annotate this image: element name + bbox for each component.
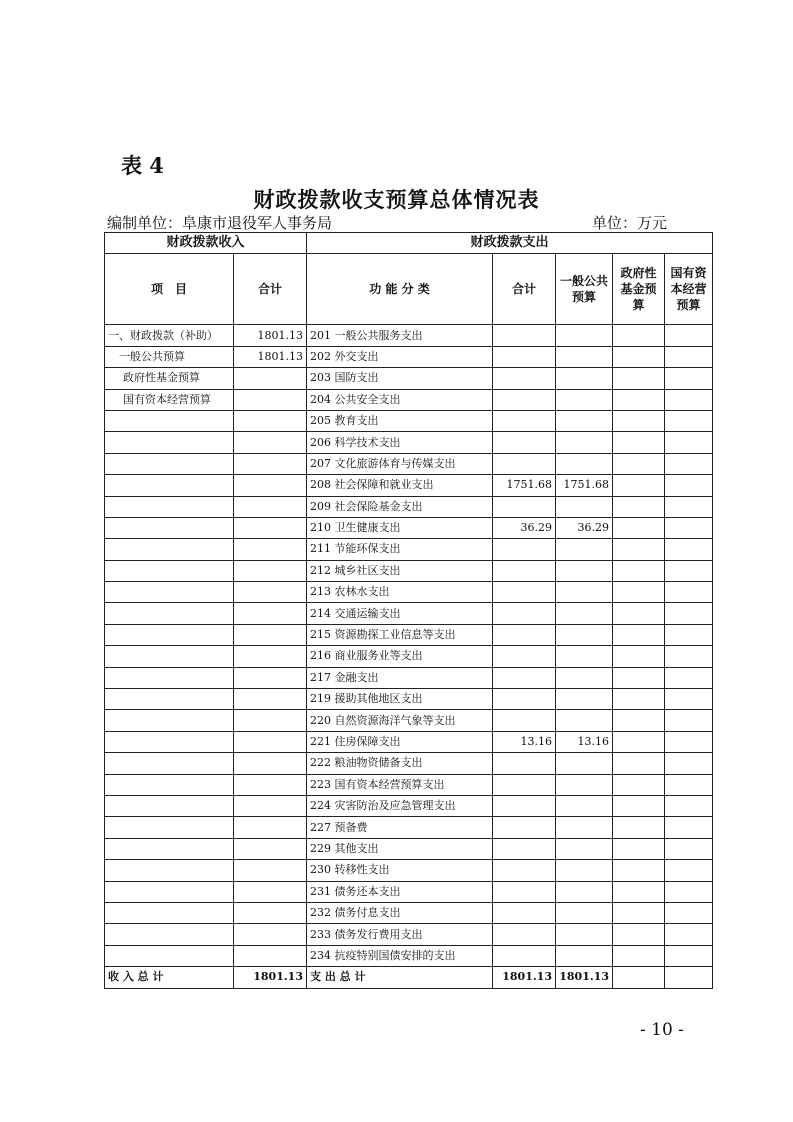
income-total-cell [234, 368, 307, 389]
state-capital-cell [665, 539, 713, 560]
expense-group-header: 财政拨款支出 [307, 233, 713, 254]
table-row [105, 560, 713, 581]
state-capital-cell [665, 860, 713, 881]
general-budget-cell: 13.16 [556, 731, 613, 752]
page-number: - 10 - [640, 1020, 684, 1040]
income-total-cell [234, 774, 307, 795]
table-row [105, 924, 713, 945]
fund-budget-cell [613, 881, 665, 902]
income-total-cell [234, 560, 307, 581]
function-cell: 206 科学技术支出 [307, 432, 493, 453]
general-budget-grand-total: 1801.13 [556, 967, 613, 988]
general-budget-cell [556, 410, 613, 431]
income-total-cell [234, 475, 307, 496]
item-cell [105, 410, 234, 431]
fund-budget-cell [613, 517, 665, 538]
expense-total-cell [493, 368, 556, 389]
fund-budget-cell [613, 731, 665, 752]
expense-total-cell [493, 410, 556, 431]
state-capital-cell [665, 432, 713, 453]
income-total-label: 收 入 总 计 [105, 967, 234, 988]
income-total-cell [234, 838, 307, 859]
function-cell: 210 卫生健康支出 [307, 517, 493, 538]
general-budget-cell [556, 753, 613, 774]
item-cell [105, 774, 234, 795]
item-cell [105, 517, 234, 538]
table-row [105, 710, 713, 731]
fund-budget-cell [613, 368, 665, 389]
expense-total-cell [493, 389, 556, 410]
function-cell: 220 自然资源海洋气象等支出 [307, 710, 493, 731]
fund-budget-cell [613, 560, 665, 581]
state-capital-cell [665, 881, 713, 902]
function-cell: 215 资源勘探工业信息等支出 [307, 624, 493, 645]
expense-total-cell: 36.29 [493, 517, 556, 538]
function-cell: 214 交通运输支出 [307, 603, 493, 624]
income-total-cell [234, 453, 307, 474]
general-budget-cell [556, 603, 613, 624]
expense-total-cell [493, 582, 556, 603]
expense-total-cell: 13.16 [493, 731, 556, 752]
general-budget-cell [556, 902, 613, 923]
expense-total-cell [493, 560, 556, 581]
income-total-cell [234, 817, 307, 838]
table-row [105, 667, 713, 688]
table-row [105, 368, 713, 389]
income-total-cell [234, 945, 307, 966]
fund-budget-cell [613, 795, 665, 816]
income-total-cell: 1801.13 [234, 325, 307, 346]
fund-budget-cell [613, 817, 665, 838]
table-row [105, 410, 713, 431]
state-capital-cell [665, 838, 713, 859]
item-cell [105, 624, 234, 645]
general-budget-cell [556, 817, 613, 838]
expense-total-cell [493, 624, 556, 645]
table-row [105, 432, 713, 453]
state-capital-cell [665, 646, 713, 667]
item-cell: 一、财政拨款（补助） [105, 325, 234, 346]
general-budget-cell [556, 496, 613, 517]
expense-total-cell [493, 902, 556, 923]
table-row [105, 624, 713, 645]
income-total-cell [234, 646, 307, 667]
function-cell: 233 债务发行费用支出 [307, 924, 493, 945]
income-total-cell [234, 902, 307, 923]
income-total-cell [234, 517, 307, 538]
general-budget-cell [556, 689, 613, 710]
general-budget-cell [556, 860, 613, 881]
table-row [105, 539, 713, 560]
income-group-header: 财政拨款收入 [105, 233, 307, 254]
fund-budget-cell [613, 539, 665, 560]
income-total-cell [234, 667, 307, 688]
general-budget-cell [556, 667, 613, 688]
general-budget-cell [556, 924, 613, 945]
table-row [105, 582, 713, 603]
state-capital-cell [665, 774, 713, 795]
function-cell: 231 债务还本支出 [307, 881, 493, 902]
fund-budget-cell [613, 432, 665, 453]
expense-total-cell [493, 817, 556, 838]
item-cell [105, 860, 234, 881]
income-total-cell [234, 389, 307, 410]
state-capital-cell [665, 475, 713, 496]
table-label: 表 4 [121, 153, 164, 178]
income-total-cell [234, 582, 307, 603]
expense-total-cell [493, 774, 556, 795]
general-budget-cell [556, 346, 613, 367]
income-total-cell [234, 860, 307, 881]
function-cell: 201 一般公共服务支出 [307, 325, 493, 346]
state-capital-cell [665, 689, 713, 710]
expense-total-cell [493, 924, 556, 945]
item-cell [105, 753, 234, 774]
currency-unit: 单位：万元 [592, 214, 668, 232]
state-capital-cell [665, 924, 713, 945]
state-capital-cell [665, 795, 713, 816]
function-cell: 213 农林水支出 [307, 582, 493, 603]
item-cell [105, 432, 234, 453]
expense-total-cell [493, 432, 556, 453]
state-capital-cell [665, 496, 713, 517]
fund-budget-cell [613, 710, 665, 731]
table-row [105, 496, 713, 517]
state-capital-cell [665, 817, 713, 838]
table-row [105, 774, 713, 795]
income-total-cell [234, 731, 307, 752]
function-cell: 221 住房保障支出 [307, 731, 493, 752]
income-total-cell [234, 603, 307, 624]
state-capital-cell [665, 624, 713, 645]
expense-total-cell [493, 496, 556, 517]
fund-budget-cell [613, 774, 665, 795]
expense-total-label: 支 出 总 计 [307, 967, 493, 988]
state-capital-cell [665, 710, 713, 731]
table-row [105, 731, 713, 752]
expense-total-cell [493, 346, 556, 367]
state-capital-cell [665, 389, 713, 410]
state-capital-cell [665, 517, 713, 538]
expense-total-cell [493, 710, 556, 731]
fund-budget-cell [613, 646, 665, 667]
general-budget-cell [556, 838, 613, 859]
item-cell [105, 646, 234, 667]
item-cell [105, 603, 234, 624]
state-capital-cell [665, 582, 713, 603]
fund-budget-cell [613, 346, 665, 367]
state-capital-cell [665, 325, 713, 346]
income-total-cell [234, 624, 307, 645]
expense-total-cell [493, 667, 556, 688]
item-cell [105, 560, 234, 581]
general-budget-cell [556, 389, 613, 410]
general-budget-cell [556, 539, 613, 560]
general-budget-cell [556, 325, 613, 346]
expense-total-cell [493, 945, 556, 966]
table-row [105, 475, 713, 496]
income-grand-total: 1801.13 [234, 967, 307, 988]
item-cell: 国有资本经营预算 [105, 389, 234, 410]
function-cell: 224 灾害防治及应急管理支出 [307, 795, 493, 816]
general-budget-cell [556, 582, 613, 603]
fund-budget-cell [613, 410, 665, 431]
fund-budget-cell [613, 753, 665, 774]
table-row [105, 689, 713, 710]
expense-total-cell [493, 838, 556, 859]
expense-total-cell [493, 646, 556, 667]
function-cell: 209 社会保险基金支出 [307, 496, 493, 517]
function-cell: 203 国防支出 [307, 368, 493, 389]
item-cell [105, 475, 234, 496]
function-cell: 211 节能环保支出 [307, 539, 493, 560]
totals-row [105, 967, 713, 988]
general-budget-cell [556, 710, 613, 731]
expense-total-cell [493, 689, 556, 710]
function-cell: 208 社会保障和就业支出 [307, 475, 493, 496]
expense-total-cell [493, 881, 556, 902]
item-cell [105, 902, 234, 923]
item-cell [105, 582, 234, 603]
function-cell: 219 援助其他地区支出 [307, 689, 493, 710]
fund-budget-cell [613, 389, 665, 410]
function-cell: 230 转移性支出 [307, 860, 493, 881]
general-budget-cell [556, 368, 613, 389]
general-budget-cell: 1751.68 [556, 475, 613, 496]
expense-total-cell: 1751.68 [493, 475, 556, 496]
function-cell: 204 公共安全支出 [307, 389, 493, 410]
table-row [105, 346, 713, 367]
function-cell: 217 金融支出 [307, 667, 493, 688]
function-cell: 212 城乡社区支出 [307, 560, 493, 581]
expense-total-cell [493, 860, 556, 881]
item-cell [105, 667, 234, 688]
income-total-cell [234, 689, 307, 710]
table-row [105, 603, 713, 624]
income-total-cell [234, 496, 307, 517]
item-cell [105, 496, 234, 517]
income-total-cell [234, 881, 307, 902]
income-total-cell [234, 432, 307, 453]
fund-budget-cell [613, 325, 665, 346]
table-row [105, 860, 713, 881]
function-cell: 202 外交支出 [307, 346, 493, 367]
fund-budget-cell [613, 667, 665, 688]
expense-total-cell [493, 753, 556, 774]
general-budget-cell: 36.29 [556, 517, 613, 538]
state-capital-cell [665, 603, 713, 624]
function-cell: 229 其他支出 [307, 838, 493, 859]
table-row [105, 902, 713, 923]
fund-budget-cell [613, 838, 665, 859]
state-capital-cell [665, 560, 713, 581]
income-total-cell [234, 539, 307, 560]
compiling-unit: 编制单位：阜康市退役军人事务局 [107, 214, 333, 232]
general-budget-cell [556, 881, 613, 902]
item-cell [105, 924, 234, 945]
fund-budget-grand-total [613, 967, 665, 988]
state-capital-cell [665, 410, 713, 431]
function-cell: 223 国有资本经营预算支出 [307, 774, 493, 795]
function-cell: 216 商业服务业等支出 [307, 646, 493, 667]
fund-budget-cell [613, 860, 665, 881]
income-total-cell [234, 753, 307, 774]
col-general-budget-header: 一般公共预算 [556, 254, 613, 325]
col-total-header: 合计 [234, 254, 307, 325]
general-budget-cell [556, 560, 613, 581]
document-title: 财政拨款收支预算总体情况表 [253, 187, 540, 212]
fund-budget-cell [613, 496, 665, 517]
table-row [105, 517, 713, 538]
item-cell [105, 795, 234, 816]
function-cell: 232 债务付息支出 [307, 902, 493, 923]
state-capital-cell [665, 753, 713, 774]
state-capital-cell [665, 945, 713, 966]
income-total-cell [234, 924, 307, 945]
table-row [105, 838, 713, 859]
item-cell [105, 689, 234, 710]
state-capital-cell [665, 902, 713, 923]
table-row [105, 453, 713, 474]
function-cell: 222 粮油物资储备支出 [307, 753, 493, 774]
item-cell [105, 453, 234, 474]
function-cell: 205 教育支出 [307, 410, 493, 431]
fund-budget-cell [613, 582, 665, 603]
table-row [105, 646, 713, 667]
general-budget-cell [556, 432, 613, 453]
general-budget-cell [556, 453, 613, 474]
item-cell [105, 731, 234, 752]
item-cell: 政府性基金预算 [105, 368, 234, 389]
state-capital-cell [665, 731, 713, 752]
table-row [105, 325, 713, 346]
fund-budget-cell [613, 689, 665, 710]
expense-grand-total: 1801.13 [493, 967, 556, 988]
item-cell: 一般公共预算 [105, 346, 234, 367]
fund-budget-cell [613, 453, 665, 474]
state-capital-cell [665, 346, 713, 367]
item-cell [105, 817, 234, 838]
income-total-cell [234, 710, 307, 731]
expense-total-cell [493, 603, 556, 624]
function-cell: 234 抗疫特别国债安排的支出 [307, 945, 493, 966]
state-capital-cell [665, 368, 713, 389]
item-cell [105, 710, 234, 731]
function-cell: 227 预备费 [307, 817, 493, 838]
fund-budget-cell [613, 475, 665, 496]
item-cell [105, 945, 234, 966]
general-budget-cell [556, 624, 613, 645]
state-capital-cell [665, 667, 713, 688]
table-row [105, 795, 713, 816]
col-item-header: 项 目 [105, 254, 234, 325]
table-row [105, 817, 713, 838]
budget-table [104, 232, 713, 989]
col-expense-total-header: 合计 [493, 254, 556, 325]
state-capital-grand-total [665, 967, 713, 988]
expense-total-cell [493, 795, 556, 816]
item-cell [105, 539, 234, 560]
col-function-header: 功 能 分 类 [307, 254, 493, 325]
table-row [105, 881, 713, 902]
table-row [105, 753, 713, 774]
expense-total-cell [493, 325, 556, 346]
general-budget-cell [556, 795, 613, 816]
general-budget-cell [556, 945, 613, 966]
table-row [105, 389, 713, 410]
expense-total-cell [493, 539, 556, 560]
general-budget-cell [556, 774, 613, 795]
col-state-capital-header: 国有资本经营预算 [665, 254, 713, 325]
function-cell: 207 文化旅游体育与传媒支出 [307, 453, 493, 474]
fund-budget-cell [613, 624, 665, 645]
fund-budget-cell [613, 924, 665, 945]
fund-budget-cell [613, 603, 665, 624]
fund-budget-cell [613, 945, 665, 966]
income-total-cell: 1801.13 [234, 346, 307, 367]
general-budget-cell [556, 646, 613, 667]
col-fund-budget-header: 政府性基金预算 [613, 254, 665, 325]
item-cell [105, 881, 234, 902]
income-total-cell [234, 410, 307, 431]
item-cell [105, 838, 234, 859]
table-row [105, 945, 713, 966]
income-total-cell [234, 795, 307, 816]
fund-budget-cell [613, 902, 665, 923]
expense-total-cell [493, 453, 556, 474]
state-capital-cell [665, 453, 713, 474]
